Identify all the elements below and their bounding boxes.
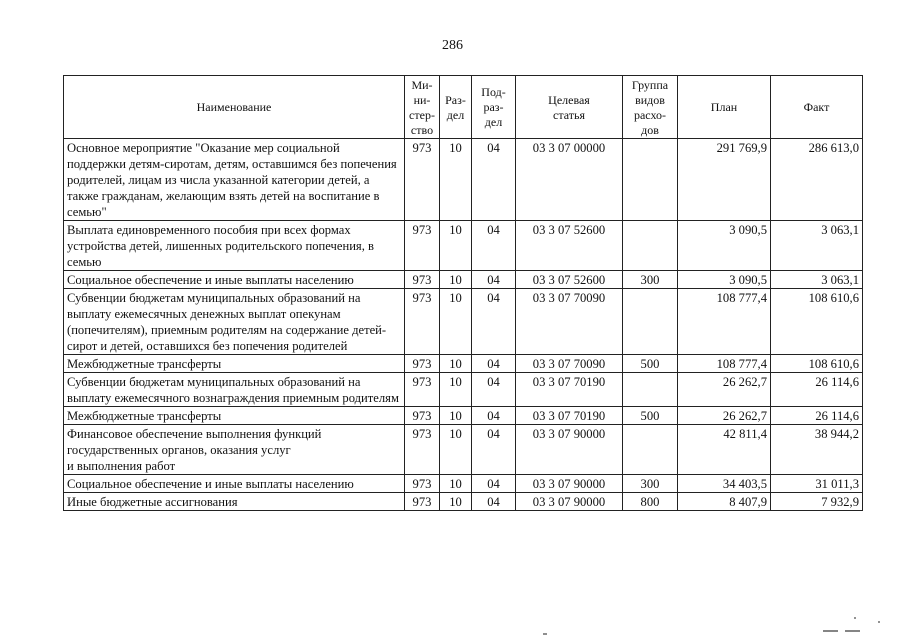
row-ministry: 973	[405, 139, 440, 221]
row-target: 03 3 07 70190	[516, 407, 623, 425]
row-target: 03 3 07 70090	[516, 355, 623, 373]
header-plan: План	[678, 76, 771, 139]
row-target: 03 3 07 70190	[516, 373, 623, 407]
row-name: Иные бюджетные ассигнования	[64, 493, 405, 511]
row-subsection: 04	[472, 271, 516, 289]
row-ministry: 973	[405, 373, 440, 407]
table-row	[64, 425, 863, 475]
row-fact: 286 613,0	[771, 139, 863, 221]
row-section: 10	[440, 475, 472, 493]
row-fact: 26 114,6	[771, 373, 863, 407]
row-plan: 26 262,7	[678, 407, 771, 425]
row-section: 10	[440, 355, 472, 373]
budget-table	[63, 75, 863, 511]
table-row	[64, 271, 863, 289]
row-name: Социальное обеспечение и иные выплаты населению	[64, 271, 405, 289]
row-plan: 291 769,9	[678, 139, 771, 221]
row-plan: 34 403,5	[678, 475, 771, 493]
row-subsection: 04	[472, 475, 516, 493]
row-name: Финансовое обеспечение выполнения функций государственных органов, оказания услуг и выполнения работ	[64, 425, 405, 475]
row-subsection: 04	[472, 407, 516, 425]
row-name: Субвенции бюджетам муниципальных образований на выплату ежемесячного вознаграждения приемным родителям	[64, 373, 405, 407]
row-group: 800	[623, 493, 678, 511]
table-row	[64, 139, 863, 221]
row-fact: 108 610,6	[771, 355, 863, 373]
header-row	[64, 76, 863, 139]
row-fact: 3 063,1	[771, 221, 863, 271]
row-section: 10	[440, 425, 472, 475]
row-plan: 108 777,4	[678, 289, 771, 355]
row-group: 500	[623, 407, 678, 425]
table-row	[64, 289, 863, 355]
row-subsection: 04	[472, 221, 516, 271]
row-name: Межбюджетные трансферты	[64, 407, 405, 425]
row-section: 10	[440, 493, 472, 511]
header-subsection: Под- раз- дел	[472, 76, 516, 139]
row-ministry: 973	[405, 493, 440, 511]
row-plan: 108 777,4	[678, 355, 771, 373]
row-group	[623, 425, 678, 475]
row-group	[623, 373, 678, 407]
row-target: 03 3 07 00000	[516, 139, 623, 221]
row-ministry: 973	[405, 355, 440, 373]
row-subsection: 04	[472, 289, 516, 355]
row-ministry: 973	[405, 407, 440, 425]
row-subsection: 04	[472, 425, 516, 475]
row-plan: 42 811,4	[678, 425, 771, 475]
row-group	[623, 221, 678, 271]
row-section: 10	[440, 289, 472, 355]
header-target: Целевая статья	[516, 76, 623, 139]
row-fact: 108 610,6	[771, 289, 863, 355]
row-fact: 7 932,9	[771, 493, 863, 511]
row-ministry: 973	[405, 475, 440, 493]
row-name: Социальное обеспечение и иные выплаты населению	[64, 475, 405, 493]
row-ministry: 973	[405, 221, 440, 271]
row-plan: 8 407,9	[678, 493, 771, 511]
row-group: 300	[623, 271, 678, 289]
row-group: 300	[623, 475, 678, 493]
header-name: Наименование	[64, 76, 405, 139]
row-subsection: 04	[472, 139, 516, 221]
row-fact: 31 011,3	[771, 475, 863, 493]
table-row	[64, 373, 863, 407]
row-subsection: 04	[472, 493, 516, 511]
row-group: 500	[623, 355, 678, 373]
row-ministry: 973	[405, 271, 440, 289]
row-section: 10	[440, 271, 472, 289]
row-subsection: 04	[472, 355, 516, 373]
page-number: 286	[442, 38, 463, 53]
row-name: Субвенции бюджетам муниципальных образований на выплату ежемесячных денежных выплат опекунам (попечителям), приемным родителям на содержание детей-сирот и детей, оставшихся без попечения родителей	[64, 289, 405, 355]
row-plan: 26 262,7	[678, 373, 771, 407]
row-ministry: 973	[405, 289, 440, 355]
row-section: 10	[440, 139, 472, 221]
header-group: Группа видов расхо- дов	[623, 76, 678, 139]
row-fact: 3 063,1	[771, 271, 863, 289]
row-subsection: 04	[472, 373, 516, 407]
row-plan: 3 090,5	[678, 221, 771, 271]
row-group	[623, 139, 678, 221]
row-section: 10	[440, 221, 472, 271]
row-target: 03 3 07 52600	[516, 221, 623, 271]
row-target: 03 3 07 90000	[516, 475, 623, 493]
row-name: Основное мероприятие "Оказание мер социальной поддержки детям-сиротам, детям, оставшимся без попечения родителей, лицам из числа указанной категории детей, а также гражданам, желающим взять детей на воспитание в семью"	[64, 139, 405, 221]
table-row	[64, 475, 863, 493]
row-target: 03 3 07 90000	[516, 493, 623, 511]
row-section: 10	[440, 407, 472, 425]
table-row	[64, 221, 863, 271]
row-fact: 26 114,6	[771, 407, 863, 425]
row-fact: 38 944,2	[771, 425, 863, 475]
header-ministry: Ми- ни- стер- ство	[405, 76, 440, 139]
row-section: 10	[440, 373, 472, 407]
table-row	[64, 407, 863, 425]
row-target: 03 3 07 90000	[516, 425, 623, 475]
header-fact: Факт	[771, 76, 863, 139]
header-section: Раз- дел	[440, 76, 472, 139]
row-ministry: 973	[405, 425, 440, 475]
row-group	[623, 289, 678, 355]
table-row	[64, 493, 863, 511]
table-row	[64, 355, 863, 373]
row-target: 03 3 07 70090	[516, 289, 623, 355]
row-name: Межбюджетные трансферты	[64, 355, 405, 373]
row-plan: 3 090,5	[678, 271, 771, 289]
row-target: 03 3 07 52600	[516, 271, 623, 289]
row-name: Выплата единовременного пособия при всех формах устройства детей, лишенных родительского попечения, в семью	[64, 221, 405, 271]
